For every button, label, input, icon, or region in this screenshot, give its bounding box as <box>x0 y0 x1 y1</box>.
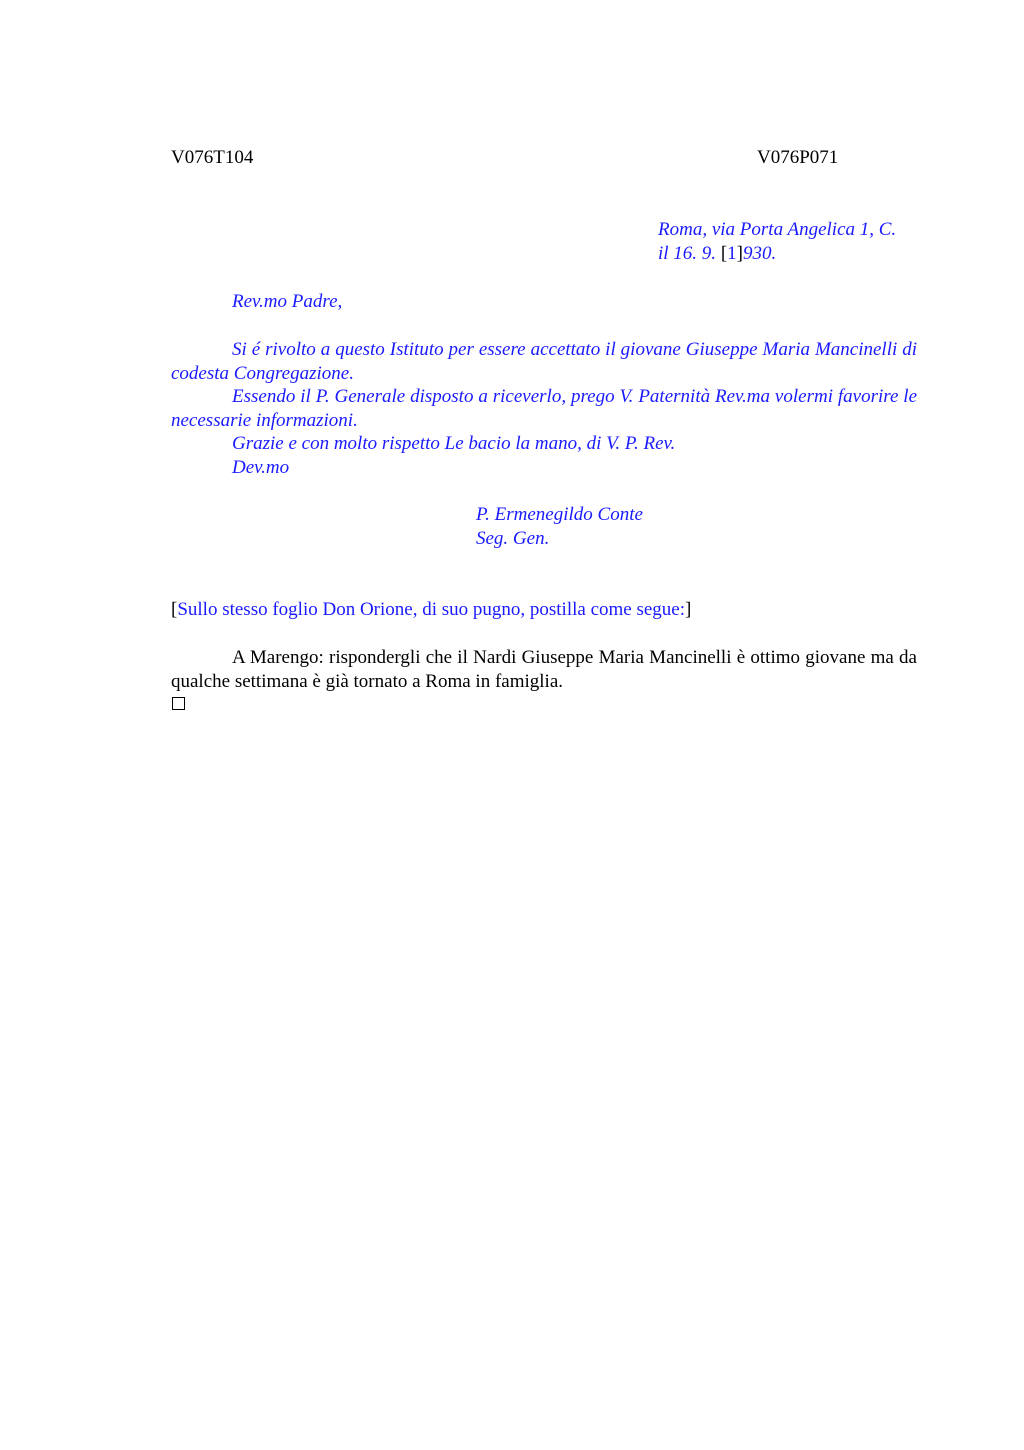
date-bracket-content: 1 <box>727 243 737 264</box>
note-bracket-open: [ <box>171 599 178 620</box>
place-line: Roma, via Porta Angelica 1, C. <box>658 219 897 240</box>
letter-salutation: Rev.mo Padre, <box>232 291 343 312</box>
reply-text: A Marengo: rispondergli che il Nardi Giuseppe Maria Mancinelli è ottimo giovane ma da qualche settimana è già tornato a Roma in famiglia. <box>171 647 917 692</box>
letter-closing: Dev.mo <box>232 456 290 478</box>
letter-paragraph: Grazie e con molto rispetto Le bacio la mano, di V. P. Rev. <box>232 433 676 454</box>
letter-body <box>171 338 917 479</box>
note-text: Sullo stesso foglio Don Orione, di suo pugno, postilla come segue: <box>177 599 686 620</box>
letter-paragraph: Essendo il P. Generale disposto a riceverlo, prego V. Paternità Rev.ma volermi favorire le necessarie informazioni. <box>171 386 917 431</box>
place-and-date <box>658 218 896 266</box>
document-reference-right: V076P071 <box>757 147 839 168</box>
handwritten-reply <box>171 646 917 694</box>
end-of-document-box <box>172 697 185 710</box>
signature-name: P. Ermenegildo Conte <box>476 504 643 525</box>
date-text: il 16. 9. <box>658 243 721 264</box>
signature-title: Seg. Gen. <box>476 528 550 549</box>
letter-paragraph: Si é rivolto a questo Istituto per essere accettato il giovane Giuseppe Maria Mancinelli di codesta Congregazione. <box>171 339 917 384</box>
editorial-note <box>171 598 691 622</box>
note-bracket-close: ] <box>685 599 692 620</box>
date-line <box>658 242 896 266</box>
date-bracket-open: [ <box>720 243 728 264</box>
date-bracket-close: ] <box>736 243 743 264</box>
letter-signature <box>476 503 643 551</box>
document-reference-left: V076T104 <box>171 147 254 168</box>
date-year: 930. <box>742 243 777 264</box>
